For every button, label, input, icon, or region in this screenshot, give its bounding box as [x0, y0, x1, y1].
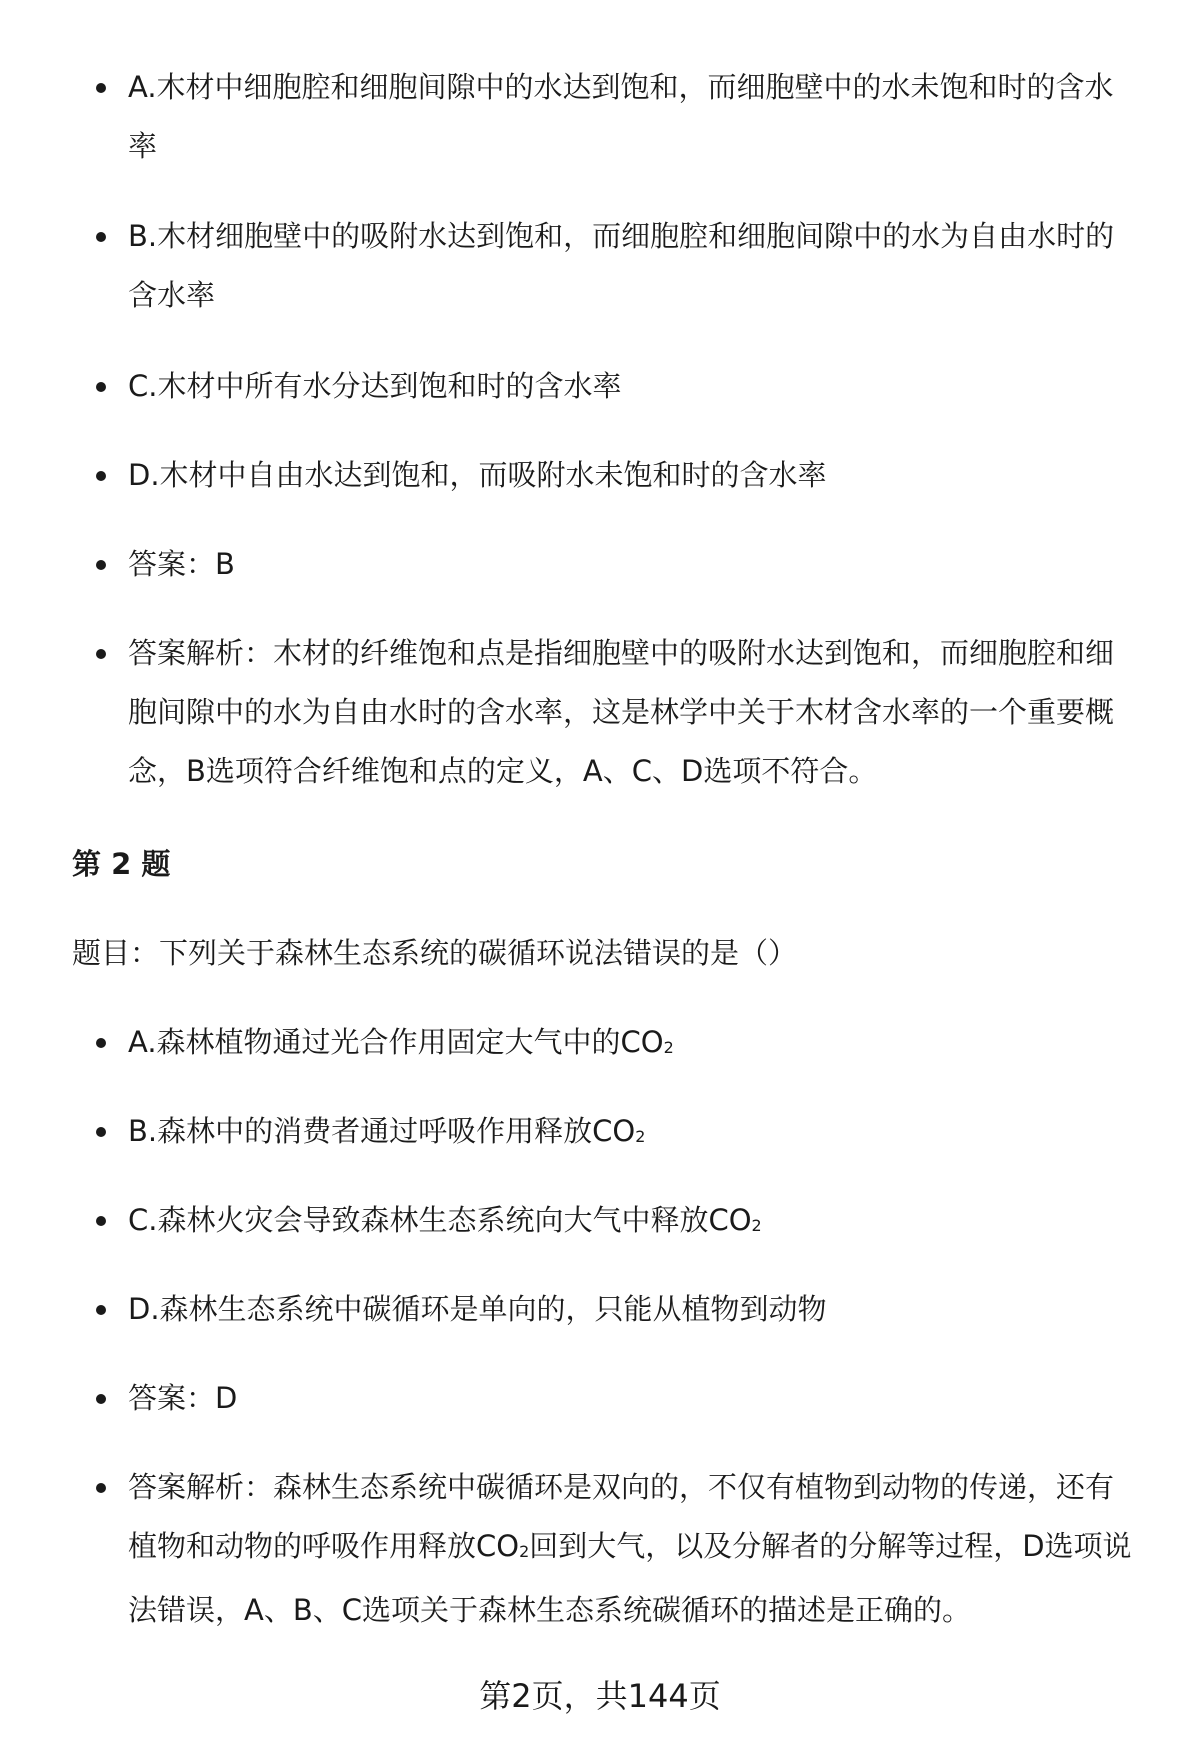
bullet-icon — [96, 649, 106, 659]
q2-explanation-block — [0, 1458, 1200, 1640]
q1-option-b-block — [0, 207, 1200, 325]
q2-option-b-block — [0, 1102, 1200, 1166]
q2-option-b — [0, 1102, 1200, 1166]
q1-option-d-block — [0, 446, 1200, 505]
q2-option-a — [0, 1013, 1200, 1077]
subscript-2: 2 — [519, 1541, 530, 1561]
q1-option-c — [0, 357, 1200, 416]
q2-option-a-block — [0, 1013, 1200, 1077]
q1-option-b-text: B.木材细胞壁中的吸附水达到饱和，而细胞腔和细胞间隙中的水为自由水时的含水率 — [128, 219, 1115, 312]
q1-option-d — [0, 446, 1200, 505]
q2-answer — [0, 1369, 1200, 1428]
q2-explanation-text-post: 回到大气，以及分解者的分解等过程，D选项说法错误，A、B、C选项关于森林生态系统碳循环的描述是正确的。 — [128, 1529, 1132, 1627]
q1-option-b — [0, 207, 1200, 325]
bullet-icon — [96, 382, 106, 392]
q2-option-d-block — [0, 1280, 1200, 1339]
q2-option-c — [0, 1191, 1200, 1255]
page-footer: 第2页，共144页 — [479, 1677, 721, 1715]
q1-option-a — [0, 58, 1200, 176]
bullet-icon — [96, 83, 106, 93]
question-2-heading: 第 2 题 — [72, 847, 171, 881]
q2-answer-block — [0, 1369, 1200, 1428]
q1-answer — [0, 535, 1200, 594]
q1-answer-block — [0, 535, 1200, 594]
q2-option-a-text: A.森林植物通过光合作用固定大气中的CO — [128, 1025, 664, 1059]
bullet-icon — [96, 560, 106, 570]
q2-option-d-text: D.森林生态系统中碳循环是单向的，只能从植物到动物 — [128, 1292, 827, 1326]
q1-explanation-block — [0, 624, 1200, 801]
subscript-2: 2 — [635, 1126, 646, 1146]
bullet-icon — [96, 232, 106, 242]
q1-option-c-block — [0, 357, 1200, 416]
q1-explanation-text: 答案解析：木材的纤维饱和点是指细胞壁中的吸附水达到饱和，而细胞腔和细胞间隙中的水为自由水时的含水率，这是林学中关于木材含水率的一个重要概念，B选项符合纤维饱和点的定义，A、C、D选项不符合。 — [128, 636, 1115, 788]
q2-option-c-text: C.森林火灾会导致森林生态系统向大气中释放CO — [128, 1203, 752, 1237]
bullet-icon — [96, 1483, 106, 1493]
q2-option-c-block — [0, 1191, 1200, 1255]
bullet-icon — [96, 1038, 106, 1048]
subscript-2: 2 — [751, 1215, 762, 1235]
q1-answer-text: 答案：B — [128, 547, 235, 581]
q1-option-c-text: C.木材中所有水分达到饱和时的含水率 — [128, 369, 622, 403]
q2-answer-text: 答案：D — [128, 1381, 238, 1415]
bullet-icon — [96, 471, 106, 481]
q2-option-b-text: B.森林中的消费者通过呼吸作用释放CO — [128, 1114, 636, 1148]
q1-option-d-text: D.木材中自由水达到饱和，而吸附水未饱和时的含水率 — [128, 458, 827, 492]
q2-explanation-text-pre: 答案解析：森林生态系统中碳循环是双向的，不仅有植物到动物的传递，还有植物和动物的呼吸作用释放CO — [128, 1470, 1115, 1563]
bullet-icon — [96, 1216, 106, 1226]
question-1-continuation — [0, 58, 1200, 176]
subscript-2: 2 — [663, 1037, 674, 1057]
bullet-icon — [96, 1394, 106, 1404]
q2-option-d — [0, 1280, 1200, 1339]
q2-explanation — [0, 1458, 1200, 1640]
q1-option-a-text: A.木材中细胞腔和细胞间隙中的水达到饱和，而细胞壁中的水未饱和时的含水率 — [128, 70, 1114, 163]
question-2-stem: 题目：下列关于森林生态系统的碳循环说法错误的是（） — [72, 936, 798, 970]
q1-explanation — [0, 624, 1200, 801]
bullet-icon — [96, 1305, 106, 1315]
bullet-icon — [96, 1127, 106, 1137]
